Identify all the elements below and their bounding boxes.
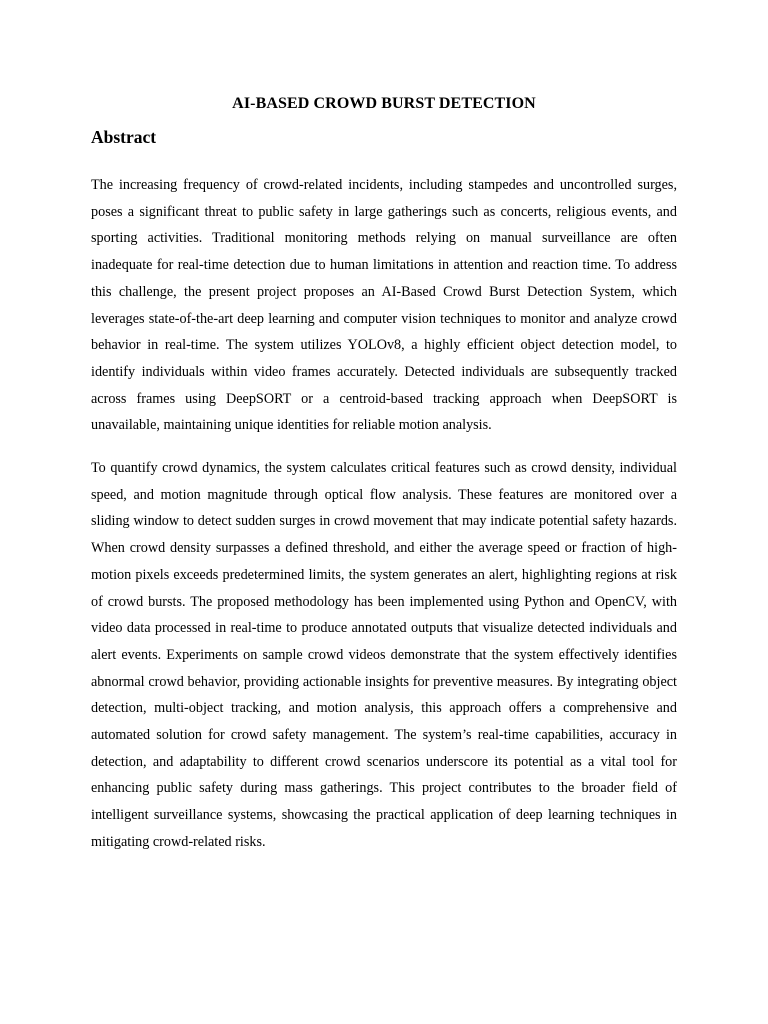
abstract-paragraph-2: To quantify crowd dynamics, the system calculates critical features such as crowd density, individual speed, and motion magnitude through optical flow analysis. These features are monitored over a sliding window to detect sudden surges in crowd movement that may indicate potential safety hazards. When crowd density surpasses a defined threshold, and either the average speed or fraction of high-motion pixels exceeds predetermined limits, the system generates an alert, highlighting regions at risk of crowd bursts. The proposed methodology has been implemented using Python and OpenCV, with video data processed in real-time to produce annotated outputs that visualize detected individuals and alert events. Experiments on sample crowd videos demonstrate that the system effectively identifies abnormal crowd behavior, providing actionable insights for preventive measures. By integrating object detection, multi-object tracking, and motion analysis, this approach offers a comprehensive and automated solution for crowd safety management. The system’s real-time capabilities, accuracy in detection, and adaptability to different crowd scenarios underscore its potential as a vital tool for enhancing public safety during mass gatherings. This project contributes to the broader field of intelligent surveillance systems, showcasing the practical application of deep learning techniques in mitigating crowd-related risks.: [91, 460, 677, 850]
abstract-paragraph-1: The increasing frequency of crowd-related incidents, including stampedes and uncontrolled surges, poses a significant threat to public safety in large gatherings such as concerts, religious events, and sporting activities. Traditional monitoring methods relying on manual surveillance are often inadequate for real-time detection due to human limitations in attention and reaction time. To address this challenge, the present project proposes an AI-Based Crowd Burst Detection System, which leverages state-of-the-art deep learning and computer vision techniques to monitor and analyze crowd behavior in real-time. The system utilizes YOLOv8, a highly efficient object detection model, to identify individuals within video frames accurately. Detected individuals are subsequently tracked across frames using DeepSORT or a centroid-based tracking approach when DeepSORT is unavailable, maintaining unique identities for reliable motion analysis.: [91, 177, 677, 434]
document-title: AI-BASED CROWD BURST DETECTION: [232, 95, 536, 112]
abstract-heading: Abstract: [91, 127, 157, 147]
document-page: [91, 93, 677, 872]
